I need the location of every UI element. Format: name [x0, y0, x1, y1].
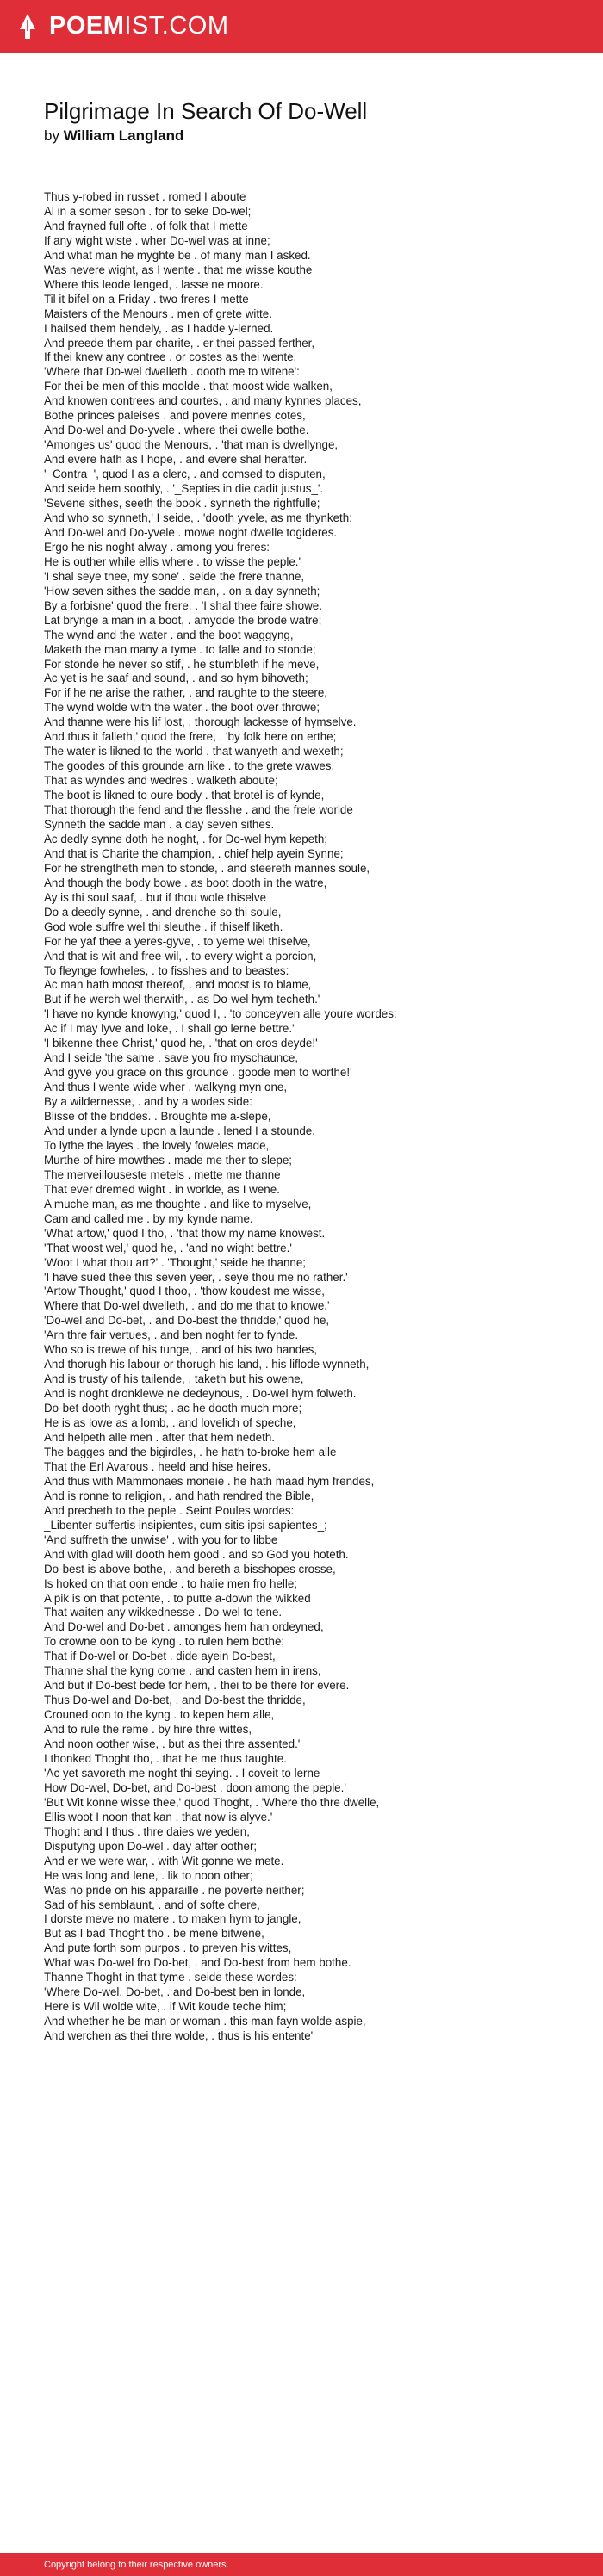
- poem-line: And I seide 'the same . save you fro myschaunce,: [44, 1051, 299, 1065]
- poem-line: Sad of his semblaunt, . and of softe chere,: [44, 1898, 260, 1911]
- poem-line: The wynd and the water . and the boot waggyng,: [44, 628, 294, 641]
- poem-line: But if he werch wel therwith, . as Do-wel hym techeth.': [44, 993, 320, 1006]
- poem-line: For he yaf thee a yeres-gyve, . to yeme wel thiselve,: [44, 934, 311, 948]
- byline: [44, 127, 578, 146]
- poem-line: 'I bikenne thee Christ,' quod he, . 'that on cros deyde!': [44, 1037, 318, 1050]
- poem-line: And is trusty of his tailende, . taketh but his owene,: [44, 1372, 304, 1386]
- poem-line: 'How seven sithes the sadde man, . on a day synneth;: [44, 584, 320, 598]
- poem-line: To lythe the layes . the lovely foweles made,: [44, 1138, 270, 1152]
- poem-line: Ellis woot I noon that kan . that now is alyve.': [44, 1810, 273, 1824]
- poem-line: Thus y-robed in russet . romed I aboute: [44, 190, 246, 203]
- poem-line: 'Sevene sithes, seeth the book . synneth the rightfulle;: [44, 497, 320, 511]
- logo-light-text: IST.COM: [124, 12, 229, 40]
- copyright-text: Copyright belong to their respective owners.: [44, 2559, 229, 2570]
- poem-line: And that is wit and free-wil, . to every wight a porcion,: [44, 949, 317, 963]
- poem-line: Maketh the man many a tyme . to falle and to stonde;: [44, 642, 316, 656]
- poem-line: To fleynge fowheles, . to fisshes and to beastes:: [44, 963, 289, 977]
- poem-line: Where this leode lenged, . lasse ne moore.: [44, 277, 264, 291]
- site-logo-link[interactable]: [17, 13, 229, 40]
- poem-line: And though the body bowe . as boot dooth in the watre,: [44, 876, 327, 889]
- poem-line: And precheth to the peple . Seint Poules wordes:: [44, 1503, 295, 1517]
- poem-line: Al in a somer seson . for to seke Do-wel;: [44, 204, 252, 218]
- poem-line: Where that Do-wel dwelleth, . and do me that to knowe.': [44, 1299, 330, 1313]
- poem-line: I thonked Thoght tho, . that he me thus taughte.: [44, 1751, 287, 1765]
- poem-line: 'Amonges us' quod the Menours, . 'that man is dwellynge,: [44, 438, 339, 452]
- poem-line: By a forbisne' quod the frere, . 'I shal thee faire showe.: [44, 598, 322, 612]
- poem-line: What was Do-wel fro Do-bet, . and Do-best from hem bothe.: [44, 1956, 351, 1970]
- poem-line: The water is likned to the world . that wanyeth and wexeth;: [44, 745, 344, 759]
- poem-line: And Do-wel and Do-yvele . where thei dwelle bothe.: [44, 424, 309, 437]
- poem-line: And to rule the reme . by hire thre wittes,: [44, 1723, 252, 1737]
- poem-line: Was no pride on his apparaille . ne poverte neither;: [44, 1883, 305, 1897]
- poem-line: Lat brynge a man in a boot, . amydde the brode watre;: [44, 613, 322, 627]
- poem-line: And what man he myghte be . of many man I asked.: [44, 248, 311, 262]
- poem-line: And werchen as thei thre wolde, . thus is his entente': [44, 2029, 314, 2043]
- poem-line: 'I have sued thee this seven yeer, . seye thou me no rather.': [44, 1270, 348, 1284]
- poem-line: I hailsed them hendely, . as I hadde y-lerned.: [44, 321, 274, 335]
- poem-line: For stonde he never so stif, . he stumbleth if he meve,: [44, 657, 320, 671]
- poem-line: He was long and lene, . lik to noon other;: [44, 1868, 253, 1882]
- poem-line: And is ronne to religion, . and hath rendred the Bible,: [44, 1489, 314, 1502]
- poem-line: God wole suffre wel thi sleuthe . if thiself liketh.: [44, 920, 283, 933]
- poem-line: Ac yet is he saaf and sound, . and so hym bihoveth;: [44, 672, 308, 685]
- poem-line: 'Where Do-wel, Do-bet, . and Do-best ben in londe,: [44, 1985, 306, 1999]
- poem-line: And whether he be man or woman . this man fayn wolde aspie,: [44, 2015, 366, 2028]
- poem-line: And Do-wel and Do-yvele . mowe noght dwelle togideres.: [44, 525, 338, 539]
- poem-line: Crouned oon to the kyng . to kepen hem alle,: [44, 1708, 275, 1722]
- top-bar: [0, 0, 603, 53]
- poem-line: 'And suffreth the unwise' . with you for to libbe: [44, 1533, 278, 1546]
- poem-line: 'Artow Thought,' quod I thoo, . 'thow koudest me wisse,: [44, 1285, 325, 1298]
- poem-line: And er we were war, . with Wit gonne we mete.: [44, 1854, 284, 1867]
- poem-line: Cam and called me . by my kynde name.: [44, 1211, 253, 1225]
- poem-line: Thanne shal the kyng come . and casten hem in irens,: [44, 1664, 321, 1678]
- poem-line: And seide hem soothly, . '_Septies in die cadit justus_'.: [44, 482, 324, 496]
- poem-line: Is hoked on that oon ende . to halie men fro helle;: [44, 1576, 298, 1590]
- poem-line: And with glad will dooth hem good . and so God you hoteth.: [44, 1547, 349, 1561]
- poem-line: And who so synneth,' I seide, . 'dooth yvele, as me thynketh;: [44, 511, 352, 524]
- poem-line: Ac dedly synne doth he noght, . for Do-wel hym kepeth;: [44, 832, 327, 845]
- poem-line: He is outher while ellis where . to wisse the peple.': [44, 554, 302, 568]
- poem-line: Do-best is above bothe, . and bereth a bisshopes crosse,: [44, 1562, 336, 1576]
- poem-line: And that is Charite the champion, . chief help ayein Synne;: [44, 846, 344, 860]
- poem-line: The bagges and the bigirdles, . he hath to-broke hem alle: [44, 1445, 337, 1458]
- poem-line: 'Where that Do-wel dwelleth . dooth me to witene':: [44, 365, 300, 379]
- poem-line: '_Contra_', quod I as a clerc, . and comsed to disputen,: [44, 468, 326, 481]
- poem-line: How Do-wel, Do-bet, and Do-best . doon among the peple.': [44, 1780, 346, 1794]
- poem-line: By a wildernesse, . and by a wodes side:: [44, 1095, 252, 1109]
- poem-line: For if he ne arise the rather, . and raughte to the steere,: [44, 686, 328, 700]
- poem-line: 'Ac yet savoreth me noght thi seying. . I coveit to lerne: [44, 1766, 320, 1780]
- poem-line: Blisse of the briddes. . Broughte me a-slepe,: [44, 1110, 271, 1124]
- poem-line: And under a lynde upon a launde . lened I a stounde,: [44, 1124, 315, 1137]
- poem-line: Thanne Thoght in that tyme . seide these wordes:: [44, 1971, 297, 1985]
- poem-line: That the Erl Avarous . heeld and hise heires.: [44, 1459, 271, 1473]
- poem-line: He is as lowe as a lomb, . and lovelich of speche,: [44, 1416, 296, 1430]
- poem-line: Who so is trewe of his tunge, . and of his two handes,: [44, 1343, 318, 1357]
- poem-line: Do-bet dooth ryght thus; . ac he dooth much more;: [44, 1402, 302, 1415]
- poem-line: If thei knew any contree . or costes as thei wente,: [44, 350, 297, 364]
- poem-line: If any wight wiste . wher Do-wel was at inne;: [44, 233, 270, 247]
- poem-line: And but if Do-best bede for hem, . thei to be there for evere.: [44, 1679, 350, 1693]
- author-link[interactable]: William Langland: [63, 127, 184, 144]
- poem-line: Was nevere wight, as I wente . that me wisse kouthe: [44, 263, 313, 276]
- poem-line: And pute forth som purpos . to preven his wittes,: [44, 1941, 292, 1955]
- poem-line: A muche man, as me thoughte . and like to myselve,: [44, 1197, 312, 1211]
- logo-bold-text: POEM: [49, 12, 125, 40]
- poem-line: But as I bad Thoght tho . be mene bitwene,: [44, 1927, 264, 1941]
- poem-line: Ergo he nis noght alway . among you freres:: [44, 540, 270, 554]
- quill-pen-icon: [17, 13, 38, 40]
- poem-line: The goodes of this grounde arn like . to the grete wawes,: [44, 759, 335, 773]
- poem-line: And frayned full ofte . of folk that I mette: [44, 219, 248, 232]
- poem-line: To crowne oon to be kyng . to rulen hem bothe;: [44, 1635, 285, 1649]
- poem-line: The wynd wolde with the water . the boot over throwe;: [44, 701, 320, 715]
- poem-line: Ac man hath moost thereof, . and moost is to blame,: [44, 978, 312, 992]
- poem-line: Ay is thi soul saaf, . but if thou wole thiselve: [44, 890, 267, 904]
- poem-line: I dorste meve no matere . to maken hym to jangle,: [44, 1912, 302, 1926]
- poem-line: 'I have no kynde knowyng,' quod I, . 'to conceyven alle youre wordes:: [44, 1007, 397, 1021]
- poem-line: Disputyng upon Do-wel . day after oother;: [44, 1839, 258, 1853]
- poem-line: Do a deedly synne, . and drenche so thi soule,: [44, 905, 282, 919]
- poem-line: And thus it falleth,' quod the frere, . 'by folk here on erthe;: [44, 730, 337, 744]
- poem-line: Maisters of the Menours . men of grete witte.: [44, 307, 272, 320]
- poem-line: That waiten any wikkednesse . Do-wel to tene.: [44, 1606, 283, 1619]
- poem-title: Pilgrimage In Search Of Do-Well: [44, 98, 368, 124]
- poem-line: 'Do-wel and Do-bet, . and Do-best the thridde,' quod he,: [44, 1314, 330, 1328]
- poem-line: A pik is on that potente, . to putte a-down the wikked: [44, 1591, 311, 1605]
- poem-line: And noon oother wise, . but as thei thre assented.': [44, 1737, 301, 1751]
- poem-line: And preede them par charite, . er thei passed ferther,: [44, 336, 315, 350]
- poem-body: [44, 190, 578, 2044]
- poem-line: And thus I wente wide wher . walkyng myn one,: [44, 1081, 288, 1094]
- poem-line: 'Arn thre fair vertues, . and ben noght fer to fynde.: [44, 1328, 299, 1342]
- poem-line: Ac if I may lyve and loke, . I shall go lerne bettre.': [44, 1022, 295, 1036]
- poem-line: And is noght dronklewe ne dedeynous, . Do-wel hym folweth.: [44, 1387, 357, 1401]
- poem-line: The merveillouseste metels . mette me thanne: [44, 1167, 281, 1181]
- poem-line: For he strengtheth men to stonde, . and steereth mannes soule,: [44, 861, 370, 875]
- poem-line: Synneth the sadde man . a day seven sithes.: [44, 817, 275, 831]
- poem-line: And evere hath as I hope, . and evere shal herafter.': [44, 453, 309, 467]
- poem-line: 'I shal seye thee, my sone' . seide the frere thanne,: [44, 569, 305, 583]
- poem-line: And thus with Mammonaes moneie . he hath maad hym frendes,: [44, 1474, 375, 1488]
- poem-line: That ever dremed wight . in worlde, as I wene.: [44, 1182, 280, 1196]
- poem-line: Here is Wil wolde wite, . if Wit koude teche him;: [44, 2000, 287, 2014]
- poem-line: And knowen contrees and courtes, . and many kynnes places,: [44, 394, 362, 408]
- poem-line: 'But Wit konne wisse thee,' quod Thoght, . 'Where tho thre dwelle,: [44, 1795, 380, 1809]
- poem-line: Til it bifel on a Friday . two freres I mette: [44, 292, 249, 306]
- poem-line: Thus Do-wel and Do-bet, . and Do-best the thridde,: [44, 1694, 306, 1707]
- poem-line: And helpeth alle men . after that hem nedeth.: [44, 1431, 275, 1445]
- poem-line: That as wyndes and wedres . walketh aboute;: [44, 774, 278, 788]
- by-label: by: [44, 127, 59, 144]
- poem-line: And gyve you grace on this grounde . goode men to worthe!': [44, 1066, 352, 1080]
- poem-line: 'What artow,' quod I tho, . 'that thow my name knowest.': [44, 1226, 327, 1240]
- poem-line: Bothe princes paleises . and povere mennes cotes,: [44, 409, 306, 423]
- poem-line: Murthe of hire mowthes . made me ther to slepe;: [44, 1153, 293, 1167]
- poem-line: Thoght and I thus . thre daies we yeden,: [44, 1824, 250, 1838]
- poem-line: 'That woost wel,' quod he, . 'and no wight bettre.': [44, 1241, 292, 1254]
- poem-line: The boot is likned to oure body . that brotel is of kynde,: [44, 789, 325, 802]
- poem-line: 'Woot I what thou art?' . 'Thought,' seide he thanne;: [44, 1255, 307, 1269]
- footer: [0, 2553, 603, 2576]
- poem-line: For thei be men of this moolde . that moost wide walken,: [44, 380, 333, 393]
- poem-line: And thanne were his lif lost, . thorough lackesse of hymselve.: [44, 715, 357, 729]
- poem-line: That thorough the fend and the flesshe . and the frele worlde: [44, 803, 353, 817]
- poem-line: _Libenter suffertis insipientes, cum sitis ipsi sapientes_;: [44, 1518, 327, 1532]
- poem-line: And thorugh his labour or thorugh his land, . his liflode wynneth,: [44, 1358, 370, 1372]
- site-logo-text: [49, 14, 229, 39]
- poem-line: And Do-wel and Do-bet . amonges hem han ordeyned,: [44, 1620, 324, 1634]
- poem-content: [44, 96, 578, 2044]
- poem-line: That if Do-wel or Do-bet . dide ayein Do-best,: [44, 1650, 276, 1663]
